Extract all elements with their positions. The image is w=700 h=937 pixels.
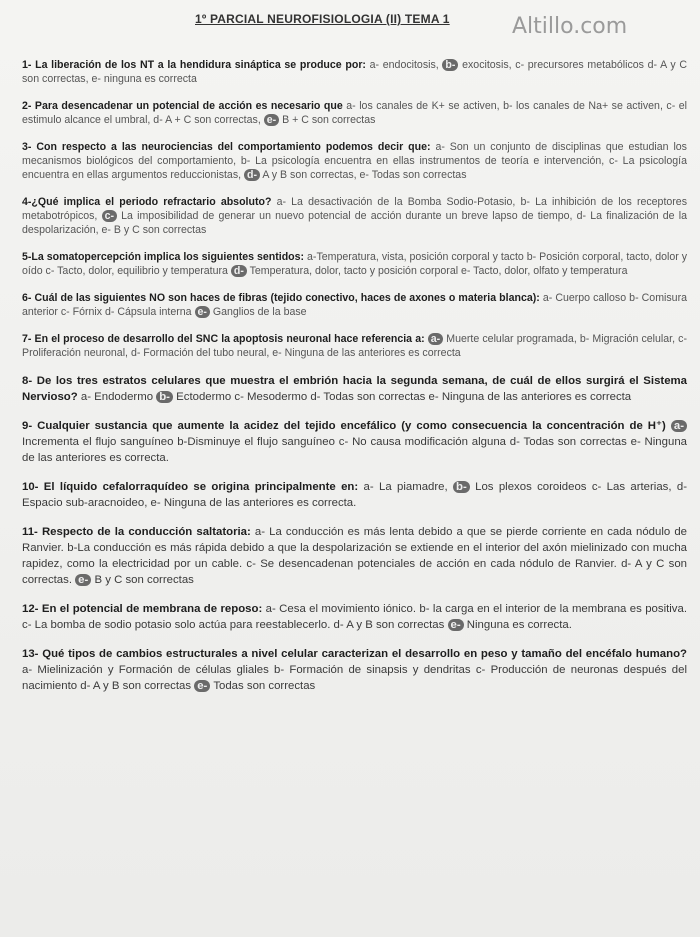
question-options: Ninguna es correcta.: [463, 619, 572, 631]
question-options: a- Son un conjunto de disciplinas que estudian los mecanismos biológicos del comportamiento, b- La psicología encuentra en ellas instrumentos de teoría e intervención, c- La psicología encuentra en ellas argumentos reduccionistas,: [22, 141, 687, 181]
question-stem: 6- Cuál de las siguientes NO son haces de fibras (tejido conectivo, haces de axones o materia blanca):: [22, 292, 540, 304]
question-stem: 2- Para desencadenar un potencial de acción es necesario que: [22, 100, 343, 112]
question-stem: 7- En el proceso de desarrollo del SNC la apoptosis neuronal hace referencia a:: [22, 333, 425, 345]
site-watermark: Altillo.com: [512, 14, 628, 39]
question-item: [22, 195, 687, 237]
question-options: Todas son correctas: [210, 680, 316, 692]
answer-mark: e-: [194, 680, 210, 692]
question-options: Temperatura, dolor, tacto y posición corporal e- Tacto, dolor, olfato y temperatura: [246, 265, 628, 277]
question-options: a- La conducción es más lenta debido a que se pierde corriente en cada nódulo de Ranvier. b-La conducción es más rápida debido a que la despolarización se extiende en el interior del axón mielinizado con mucha rapidez, como la electricidad por un cable. c- Se desencadenan potenciales de acción en cada nódulo de Ranvier. d- A y C son correctas.: [22, 526, 687, 586]
question-item: [22, 524, 687, 588]
question-options: a- Cesa el movimiento iónico. b- la carga en el interior de la membrana es positiva. c- La bomba de sodio potasio solo actúa para reestablecerlo. d- A y B son correctas: [22, 603, 687, 631]
question-item: [22, 646, 687, 694]
question-options: B + C son correctas: [279, 114, 376, 126]
question-stem: 9- Cualquier sustancia que aumente la acidez del tejido encefálico (y como consecuencia la concentración de H⁺): [22, 420, 666, 432]
answer-mark: b-: [453, 481, 470, 493]
question-options: La imposibilidad de generar un nuevo potencial de acción durante un breve lapso de tiempo, d- La finalización de la despolarización, e- B y C son correctas: [22, 210, 687, 236]
question-item: [22, 99, 687, 127]
question-stem: 1- La liberación de los NT a la hendidura sináptica se produce por:: [22, 59, 366, 71]
question-item: [22, 58, 687, 86]
question-options: exocitosis, c- precursores metabólicos d- A y C son correctas, e- ninguna es correcta: [22, 59, 687, 85]
question-stem: 5-La somatopercepción implica los siguientes sentidos:: [22, 251, 305, 263]
question-options: Muerte celular programada, b- Migración celular, c- Proliferación neuronal, d- Formación del tubo neural, e- Ninguna de las anteriores es correcta: [22, 333, 687, 359]
exam-title: 1º PARCIAL NEUROFISIOLOGIA (II) TEMA 1: [195, 12, 450, 26]
answer-mark: e-: [195, 306, 210, 318]
question-options: Ganglios de la base: [209, 306, 307, 318]
answer-mark: e-: [264, 114, 279, 126]
question-stem: 3- Con respecto a las neurociencias del comportamiento podemos decir que:: [22, 141, 431, 153]
question-item: [22, 332, 687, 360]
question-stem: 8- De los tres estratos celulares que muestra el embrión hacia la segunda semana, de cuál de ellos surgirá el Sistema Nervioso?: [22, 375, 687, 403]
question-item: [22, 418, 687, 466]
question-stem: 13- Qué tipos de cambios estructurales a nivel celular caracterizan el desarrollo en peso y tamaño del encéfalo humano?: [22, 648, 687, 660]
question-options: Incrementa el flujo sanguíneo b-Disminuye el flujo sanguíneo c- No causa modificación alguna d- Todas son correctas e- Ninguna de las anteriores es correcta.: [22, 436, 687, 464]
answer-mark: b-: [156, 391, 173, 403]
question-options: a-Temperatura, vista, posición corporal y tacto b- Posición corporal, tacto, dolor y oído c- Tacto, dolor, equilibrio y temperatura: [22, 251, 688, 277]
question-options: a- Cuerpo calloso b- Comisura anterior c- Fórnix d- Cápsula interna: [22, 292, 687, 318]
question-item: [22, 250, 687, 278]
question-options: A y B son correctas, e- Todas son correctas: [260, 169, 467, 181]
question-stem: 12- En el potencial de membrana de reposo:: [22, 603, 263, 615]
question-options: a- La desactivación de la Bomba Sodio-Potasio, b- La inhibición de los receptores metabotrópicos,: [22, 196, 688, 222]
question-stem: 4-¿Qué implica el periodo refractario absoluto?: [22, 196, 272, 208]
question-options: Los plexos coroideos c- Las arterias, d- Espacio sub-aracnoideo, e- Ninguna de las anteriores es correcta.: [22, 481, 688, 509]
question-list: [22, 58, 687, 707]
answer-mark: a-: [671, 420, 687, 432]
question-options: B y C son correctas: [91, 574, 194, 586]
question-item: [22, 291, 687, 319]
question-options: a- Endodermo: [77, 391, 157, 403]
question-item: [22, 373, 687, 405]
question-stem: 11- Respecto de la conducción saltatoria:: [22, 526, 251, 538]
answer-mark: d-: [231, 265, 247, 277]
question-stem: 10- El líquido cefalorraquídeo se origina principalmente en:: [22, 481, 359, 493]
question-options: Ectodermo c- Mesodermo d- Todas son correctas e- Ninguna de las anteriores es correcta: [172, 391, 632, 403]
question-item: [22, 140, 687, 182]
answer-mark: c-: [102, 210, 117, 222]
question-options: a- endocitosis,: [365, 59, 443, 71]
answer-mark: a-: [428, 333, 443, 345]
question-options: a- los canales de K+ se activen, b- los canales de Na+ se activen, c- el estimulo alcance el umbral, d- A + C son correctas,: [22, 100, 687, 126]
question-options: a- La piamadre,: [358, 481, 454, 493]
question-options: a- Mielinización y Formación de células gliales b- Formación de sinapsis y dendritas c- Producción de neuronas después del nacimiento d- A y B son correctas: [22, 664, 687, 692]
question-item: [22, 601, 687, 633]
question-item: [22, 479, 687, 511]
answer-mark: e-: [75, 574, 91, 586]
answer-mark: b-: [442, 59, 458, 71]
answer-mark: d-: [244, 169, 260, 181]
answer-mark: e-: [448, 619, 464, 631]
